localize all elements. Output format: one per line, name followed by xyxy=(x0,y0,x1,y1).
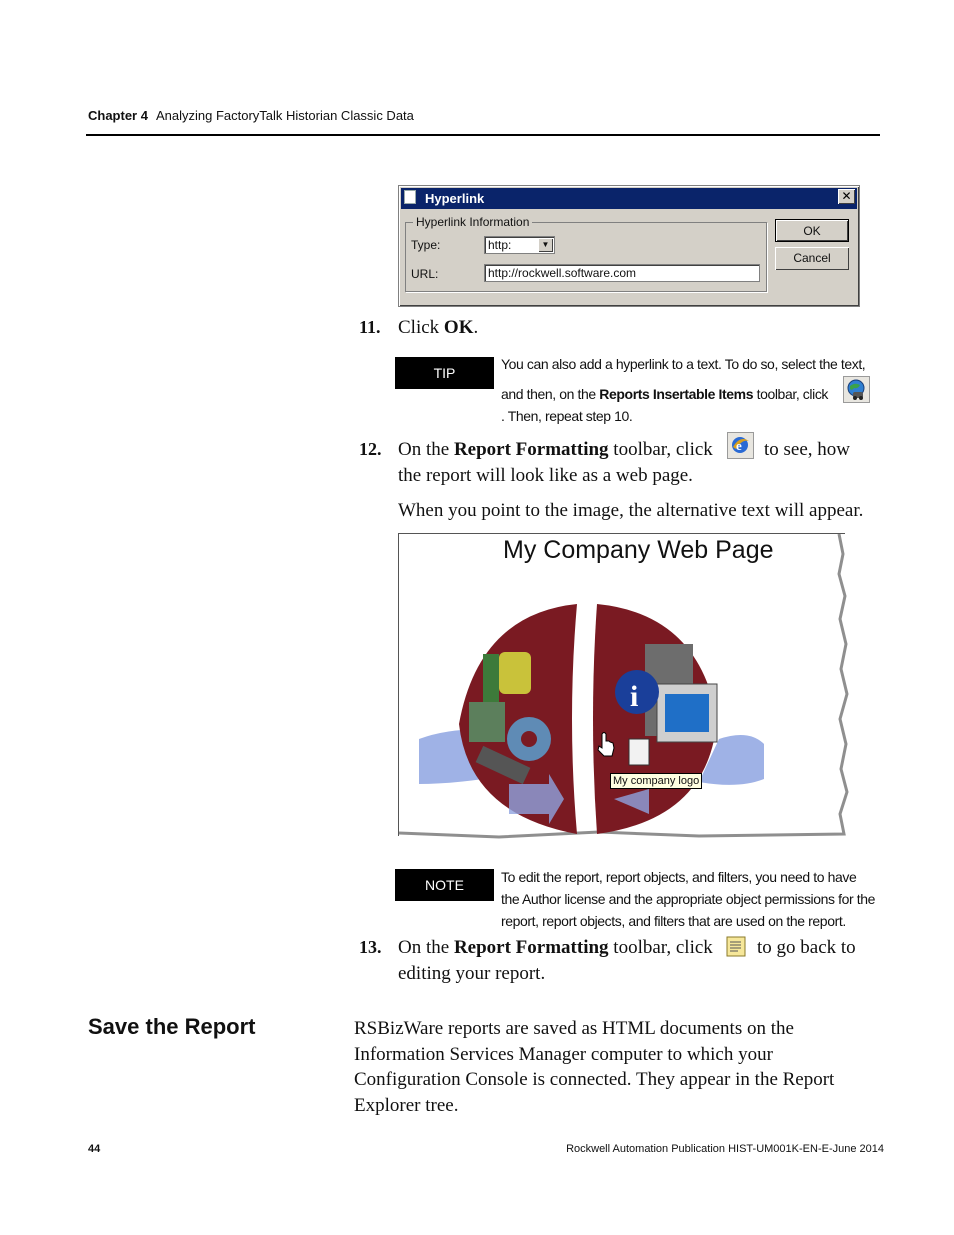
step-13-bold: Report Formatting xyxy=(453,937,609,958)
publication-info: Rockwell Automation Publication HIST-UM001K-EN-E-June 2014 xyxy=(566,1143,884,1155)
header-rule xyxy=(86,134,880,136)
svg-text:i: i xyxy=(630,680,639,713)
url-input[interactable]: http://rockwell.software.com xyxy=(484,264,760,282)
dialog-titlebar xyxy=(401,188,857,209)
step-12-mid: toolbar, click xyxy=(608,439,713,460)
note-text xyxy=(501,866,921,932)
chevron-down-icon[interactable]: ▼ xyxy=(538,238,553,252)
step-12-bold: Report Formatting xyxy=(453,439,609,460)
step-13-line-2: editing your report. xyxy=(398,963,546,984)
note-line-1: To edit the report, report objects, and filters, you need to have xyxy=(501,869,857,885)
tip-line-2-bold: Reports Insertable Items xyxy=(599,386,754,402)
hyperlink-dialog xyxy=(398,185,860,307)
hyperlink-globe-icon xyxy=(843,376,869,402)
close-button[interactable]: ✕ xyxy=(838,189,855,204)
chapter-label: Chapter 4 xyxy=(88,108,148,123)
cancel-button[interactable]: Cancel xyxy=(775,247,849,270)
tip-line-2-pre: and then, on the xyxy=(501,386,600,402)
web-page-screenshot xyxy=(398,533,845,836)
step-12-post: to see, how xyxy=(764,439,851,460)
note-line-2: the Author license and the appropriate object permissions for the xyxy=(501,891,876,907)
note-line-3: report, report objects, and filters that are used on the report. xyxy=(501,913,846,929)
tip-line-2-post: toolbar, click xyxy=(753,386,829,402)
step-12-line-2: the report will look like as a web page. xyxy=(398,465,693,486)
step-11-pre: Click xyxy=(398,317,444,338)
dialog-title: Hyperlink xyxy=(425,191,485,206)
document-icon xyxy=(404,190,416,204)
tip-line-3: . Then, repeat step 10. xyxy=(501,408,633,424)
step-11-number: 11. xyxy=(359,317,381,337)
svg-text:e: e xyxy=(736,438,742,453)
step-13-text xyxy=(398,935,713,961)
step-13-post: to go back to xyxy=(757,937,856,958)
tip-tag: TIP xyxy=(395,357,494,389)
company-logo-image xyxy=(399,534,859,846)
step-13-number: 13. xyxy=(359,937,382,957)
running-header xyxy=(88,108,414,123)
url-label: URL: xyxy=(411,267,439,281)
step-11-bold: OK xyxy=(443,317,474,338)
step-13-pre: On the xyxy=(398,937,454,958)
chapter-title: Analyzing FactoryTalk Historian Classic Data xyxy=(155,108,414,123)
tip-line-1: You can also add a hyperlink to a text. To do so, select the text, xyxy=(501,356,866,372)
step-11-text xyxy=(398,315,478,341)
group-label: Hyperlink Information xyxy=(413,215,532,229)
type-value: http: xyxy=(488,238,512,252)
note-tag: NOTE xyxy=(395,869,494,901)
ok-button[interactable]: OK xyxy=(775,219,849,242)
section-body: RSBizWare reports are saved as HTML documents on the Information Services Manager computer to which your Configuration Console is connected. They appear in the Report Explorer tree. xyxy=(354,1018,835,1116)
page-number: 44 xyxy=(88,1143,101,1155)
alt-text-tooltip: My company logo xyxy=(610,773,702,789)
step-12-paragraph: When you point to the image, the alternative text will appear. xyxy=(398,500,864,521)
edit-report-icon xyxy=(726,936,748,958)
section-heading: Save the Report xyxy=(88,1014,256,1039)
web-page-title: My Company Web Page xyxy=(503,536,774,564)
type-dropdown[interactable] xyxy=(484,236,555,254)
step-11-post: . xyxy=(473,317,479,338)
type-label: Type: xyxy=(411,238,441,252)
web-preview-icon xyxy=(727,432,753,458)
step-12-number: 12. xyxy=(359,439,382,459)
step-13-mid: toolbar, click xyxy=(608,937,713,958)
step-12-pre: On the xyxy=(398,439,454,460)
